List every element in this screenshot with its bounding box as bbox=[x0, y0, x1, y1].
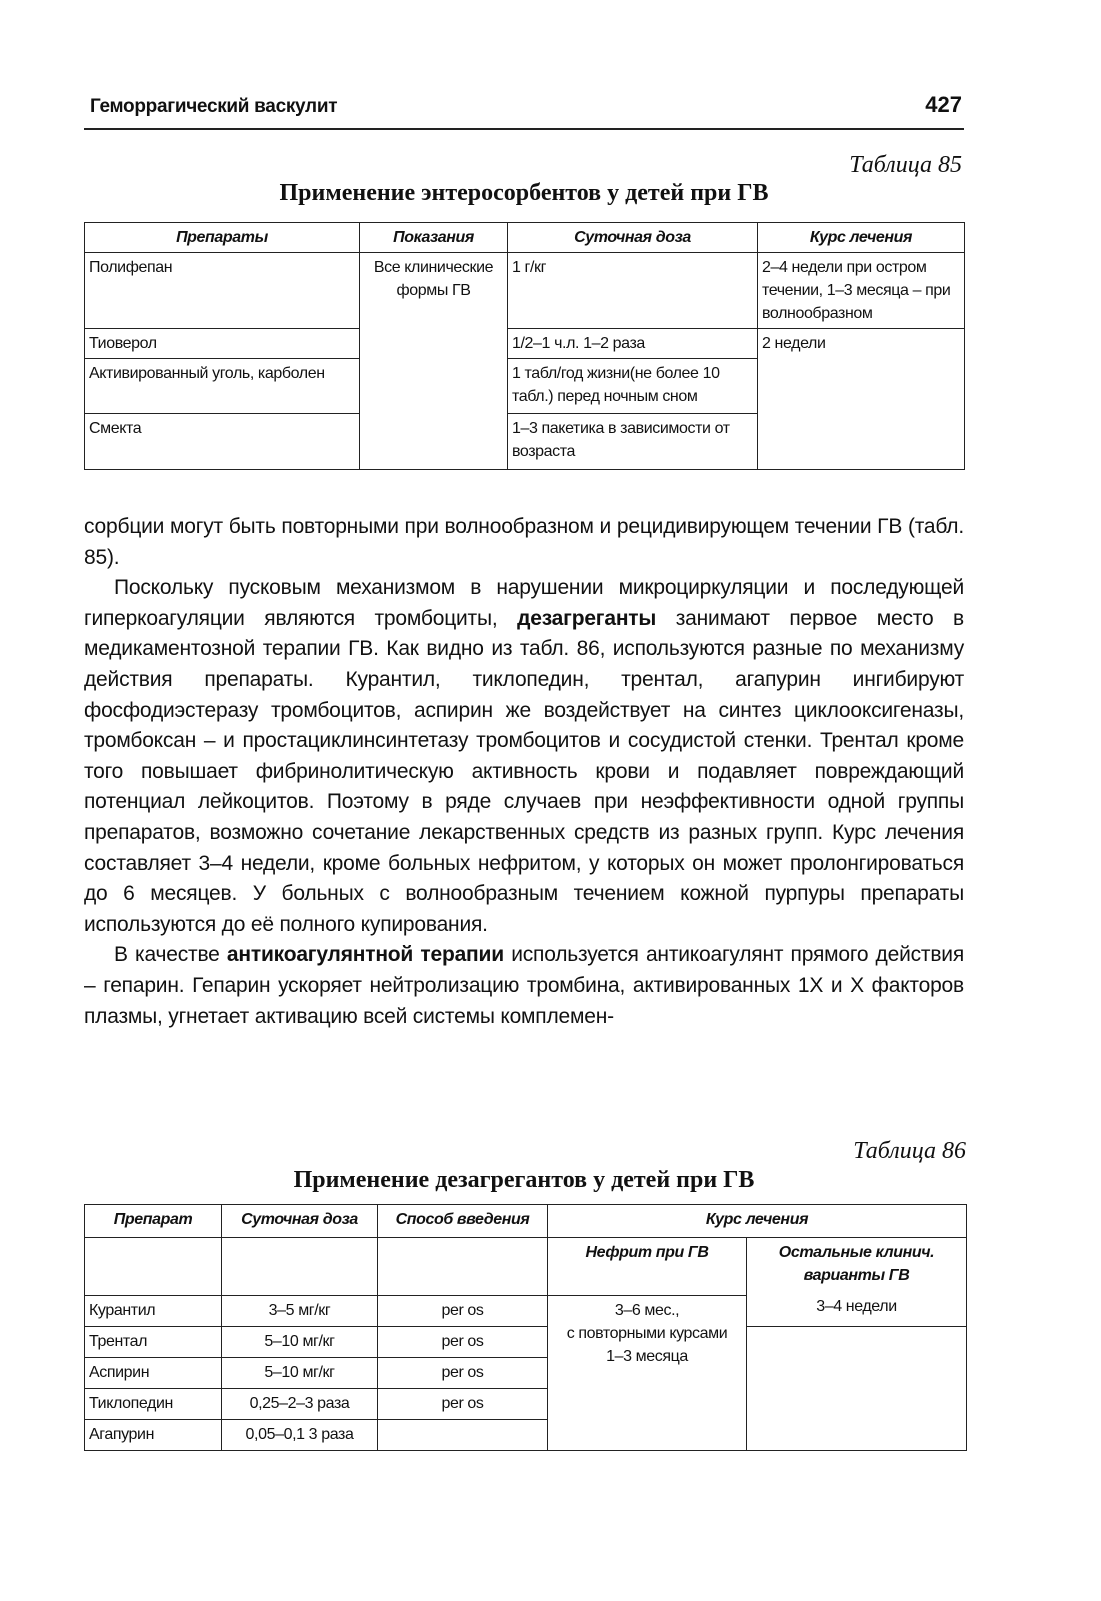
route-cell: per os bbox=[378, 1296, 548, 1327]
indication-cell: Все клинические формы ГВ bbox=[360, 253, 508, 470]
dose-cell: 3–5 мг/кг bbox=[222, 1296, 378, 1327]
table-row bbox=[85, 329, 965, 359]
dose-cell: 1 г/кг bbox=[508, 253, 758, 329]
drug-cell: Тиоверол bbox=[85, 329, 360, 359]
paragraph: Поскольку пусковым механизмом в нарушении микроциркуляции и последующей гиперкоагуляции являются тромбоциты, дезагреганты занимают первое место в медикаментозной терапии ГВ. Как видно из табл. 86, используются разные по механизму действия препараты. Курантил, тиклопедин, трентал, агапурин ингибируют фосфодиэстеразу тромбоцитов, аспирин же воздействует на синтез циклооксигеназы, тромбоксан – и простациклинсинтетазу тромбоцитов и сосудистой стенки. Трентал кроме того повышает фибринолитическую активность крови и подавляет повреждающий потенциал лейкоцитов. Поэтому в ряде случаев при неэффективности одной группы препаратов, возможно сочетание лекарственных средств из разных групп. Курс лечения составляет 3–4 недели, кроме больных нефритом, у которых он может пролонгироваться до 6 месяцев. У больных с волнообразным течением кожной пурпуры препараты используются до её полного купирования. bbox=[84, 576, 964, 936]
column-header: Нефрит при ГВ bbox=[548, 1238, 747, 1296]
course-line: 1–3 месяца bbox=[606, 1348, 688, 1365]
column-header: Суточная доза bbox=[508, 223, 758, 253]
route-cell: per os bbox=[378, 1327, 548, 1358]
page-header bbox=[84, 88, 964, 130]
bold-term: дезагреганты bbox=[517, 606, 657, 630]
column-header: Способ введения bbox=[378, 1205, 548, 1238]
column-header: Суточная доза bbox=[222, 1205, 378, 1238]
table-row bbox=[85, 253, 965, 329]
column-header: Препараты bbox=[85, 223, 360, 253]
column-header: Показания bbox=[360, 223, 508, 253]
course-cell: 2 недели bbox=[758, 329, 965, 470]
table-85 bbox=[84, 222, 965, 470]
empty-cell bbox=[85, 1238, 222, 1296]
drug-cell: Агапурин bbox=[85, 1420, 222, 1451]
dose-cell: 0,25–2–3 раза bbox=[222, 1389, 378, 1420]
dose-cell: 5–10 мг/кг bbox=[222, 1358, 378, 1389]
drug-cell: Тиклопедин bbox=[85, 1389, 222, 1420]
route-cell: per os bbox=[378, 1389, 548, 1420]
table-86-number: Таблица 86 bbox=[853, 1138, 966, 1164]
table-86 bbox=[84, 1204, 967, 1451]
route-cell bbox=[378, 1420, 548, 1451]
dose-cell: 1/2–1 ч.л. 1–2 раза bbox=[508, 329, 758, 359]
body-text bbox=[84, 512, 964, 1032]
drug-cell: Трентал bbox=[85, 1327, 222, 1358]
dose-cell: 0,05–0,1 3 раза bbox=[222, 1420, 378, 1451]
column-header: Препарат bbox=[85, 1205, 222, 1238]
course-cell: 3–4 недели bbox=[816, 1298, 897, 1315]
table-85-title: Применение энтеросорбентов у детей при ГВ bbox=[279, 180, 769, 206]
column-header: Курс лечения bbox=[548, 1205, 967, 1238]
column-header bbox=[747, 1238, 967, 1327]
table-header-row bbox=[85, 223, 965, 253]
course-cell: 2–4 недели при остром течении, 1–3 месяца – при волнообразном bbox=[758, 253, 965, 329]
drug-cell: Полифепан bbox=[85, 253, 360, 329]
drug-cell: Курантил bbox=[85, 1296, 222, 1327]
dose-cell: 1 табл/год жизни(не более 10 табл.) перед ночным сном bbox=[508, 359, 758, 414]
dose-cell: 5–10 мг/кг bbox=[222, 1327, 378, 1358]
empty-cell bbox=[747, 1327, 967, 1451]
table-86-title: Применение дезагрегантов у детей при ГВ bbox=[293, 1167, 755, 1193]
running-title: Геморрагический васкулит bbox=[90, 96, 338, 117]
paragraph: сорбции могут быть повторными при волнообразном и рецидивирующем течении ГВ (табл. 85). bbox=[84, 515, 964, 569]
course-line: с повторными курсами bbox=[566, 1325, 728, 1342]
empty-cell bbox=[378, 1238, 548, 1296]
bold-term: антикоагулянтной терапии bbox=[226, 943, 504, 967]
paragraph: В качестве антикоагулянтной терапии используется антикоагулянт прямого действия – гепарин. Гепарин ускоряет нейтролизацию тромбина, активированных 1X и X факторов плазмы, угнетает активацию всей системы комплемен- bbox=[84, 943, 964, 1028]
empty-cell bbox=[222, 1238, 378, 1296]
table-subheader-row bbox=[85, 1238, 967, 1296]
nephritis-course-cell bbox=[548, 1296, 747, 1451]
column-header-label: Остальные клинич. варианты ГВ bbox=[778, 1244, 935, 1284]
drug-cell: Активированный уголь, карболен bbox=[85, 359, 360, 414]
column-header: Курс лечения bbox=[758, 223, 965, 253]
page-number: 427 bbox=[925, 92, 962, 117]
table-header-row bbox=[85, 1205, 967, 1238]
drug-cell: Аспирин bbox=[85, 1358, 222, 1389]
course-line: 3–6 мес., bbox=[614, 1302, 680, 1319]
table-row bbox=[85, 1327, 967, 1358]
table-85-number: Таблица 85 bbox=[849, 152, 962, 178]
dose-cell: 1–3 пакетика в зависимости от возраста bbox=[508, 414, 758, 470]
drug-cell: Смекта bbox=[85, 414, 360, 470]
route-cell: per os bbox=[378, 1358, 548, 1389]
